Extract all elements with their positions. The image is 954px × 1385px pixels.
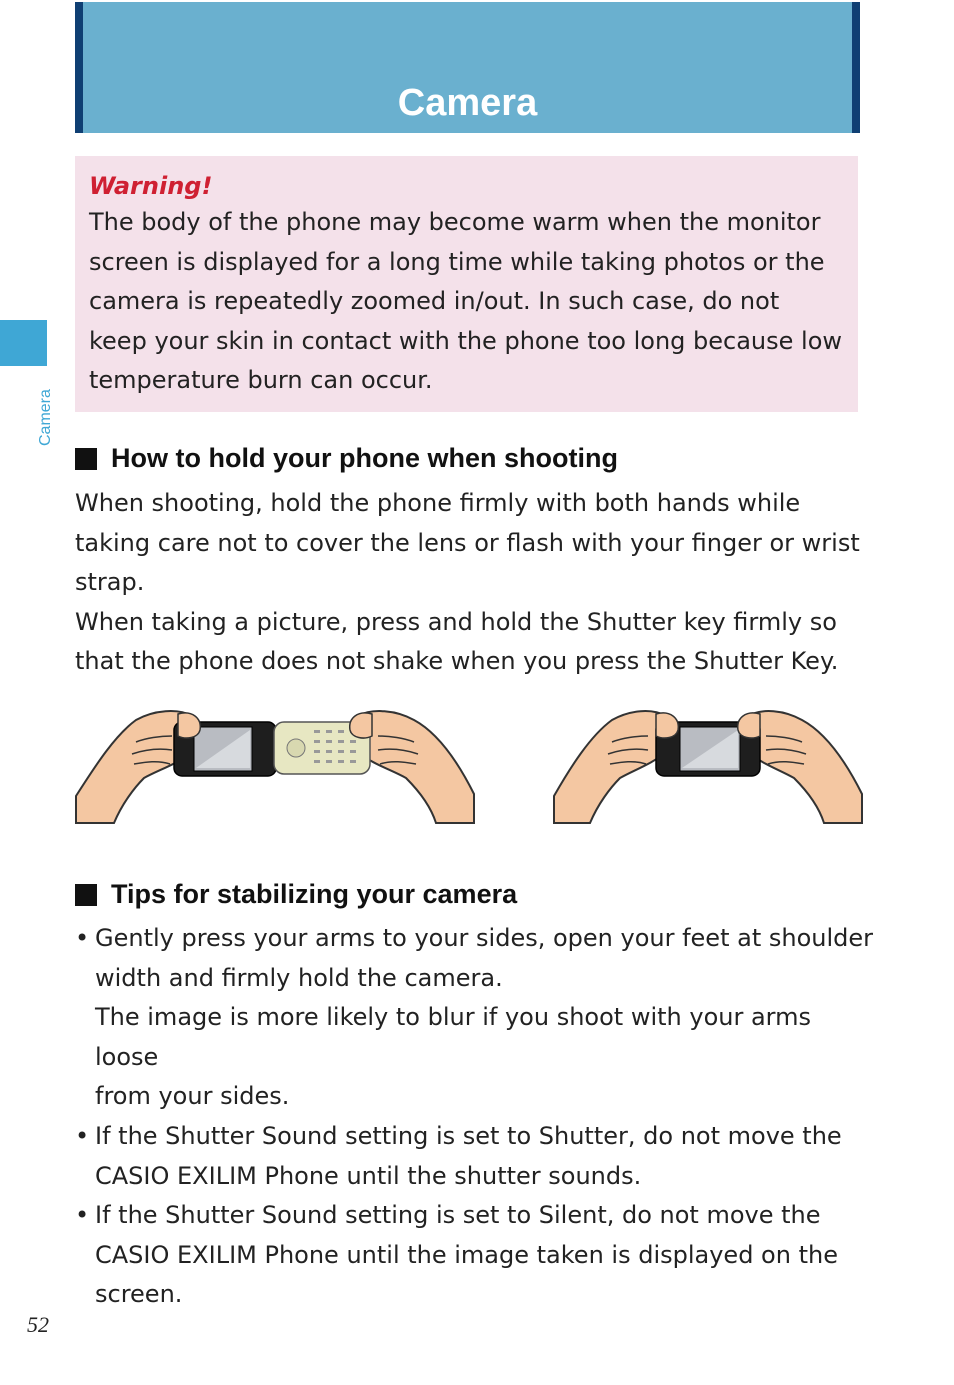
list-item-line: CASIO EXILIM Phone until the image taken is displayed on the [95,1240,838,1269]
warning-line: camera is repeatedly zoomed in/out. In such case, do not [89,287,780,316]
list-item-line: from your sides. [95,1082,290,1111]
list-item-line: width and firmly hold the camera. [95,963,503,992]
warning-line: temperature burn can occur. [89,366,433,395]
warning-line: screen is displayed for a long time while taking photos or the [89,247,825,276]
list-item [75,919,875,1117]
warning-line: The body of the phone may become warm when the monitor [89,208,821,236]
list-item-line: If the Shutter Sound setting is set to Silent, do not move the [95,1201,821,1230]
list-item-line: Gently press your arms to your sides, open your feet at shoulder [95,924,873,952]
section-heading-text: Tips for stabilizing your camera [111,879,518,909]
paragraph-line: When shooting, hold the phone firmly with both hands while [75,489,801,517]
bullet-icon: • [75,1121,90,1150]
hands-holding-open-phone-icon [74,708,476,828]
list-item [75,1196,875,1315]
list-item-line: If the Shutter Sound setting is set to Shutter, do not move the [95,1121,842,1150]
side-section-label: Camera [37,389,54,446]
list-item-line: The image is more likely to blur if you shoot with your arms loose [95,1003,811,1071]
side-tab-marker [0,320,47,366]
paragraph-line: strap. [75,568,145,597]
paragraph-line: that the phone does not shake when you press the Shutter Key. [75,647,839,676]
list-item [75,1117,875,1196]
page-title: Camera [397,82,538,124]
hold-paragraph [75,484,865,682]
page-header [75,2,860,133]
warning-box [75,156,858,412]
warning-line: keep your skin in contact with the phone too long because low [89,326,843,355]
warning-body [89,203,844,401]
paragraph-line: When taking a picture, press and hold the Shutter key firmly so [75,607,837,636]
bullet-icon: • [75,1201,90,1230]
list-item-line: screen. [95,1280,183,1309]
section-heading-tips [75,879,517,910]
hands-holding-closed-phone-icon [552,708,864,828]
heading-square-icon [75,448,97,470]
paragraph-line: taking care not to cover the lens or flash with your finger or wrist [75,528,860,557]
tips-list [75,919,875,1315]
page-number: 52 [27,1312,49,1337]
section-heading-text: How to hold your phone when shooting [111,443,618,473]
bullet-icon: • [75,924,90,952]
section-heading-hold [75,443,618,474]
warning-title: Warning! [89,172,213,200]
list-item-line: CASIO EXILIM Phone until the shutter sounds. [95,1161,642,1190]
heading-square-icon [75,884,97,906]
